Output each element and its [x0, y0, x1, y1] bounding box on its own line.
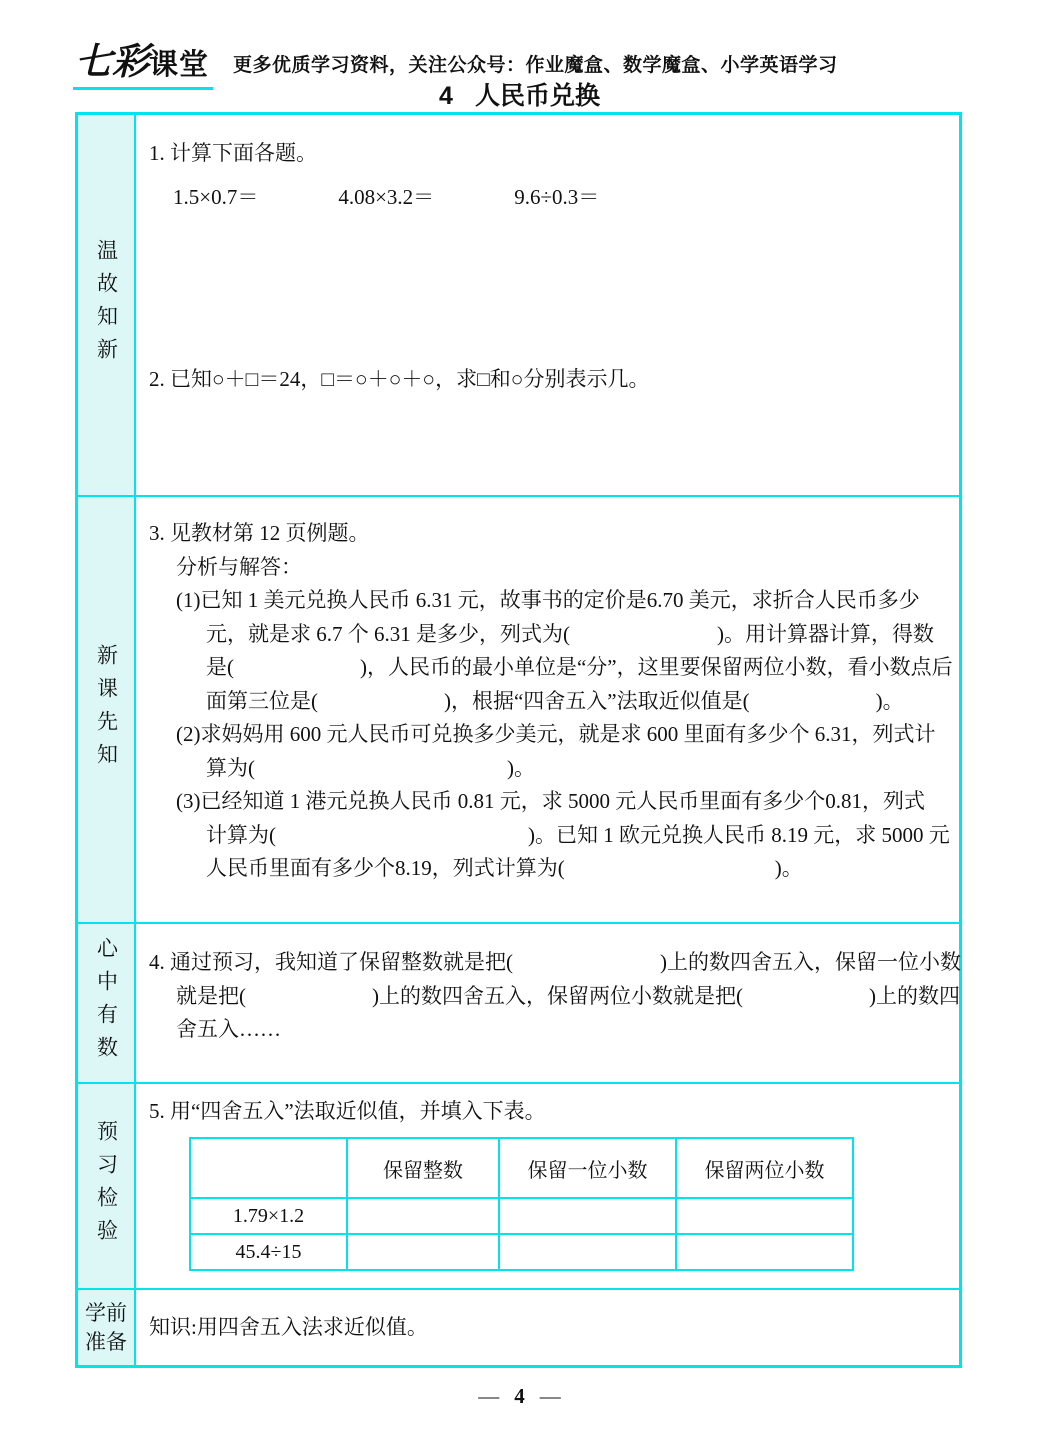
section-prep [78, 1288, 959, 1365]
section-confidence-sidebar [78, 924, 136, 1082]
section-confidence-label: 心中有数 [94, 937, 119, 1069]
question-3-line: (2)求妈妈用 600 元人民币可兑换多少美元，就是求 600 里面有多少个 6.31，列式计 [176, 722, 936, 746]
question-3-line: 计算为( )。已知 1 欧元兑换人民币 8.19 元，求 5000 元 [206, 822, 950, 847]
section-prep-label [85, 1299, 127, 1357]
section-prep-content [136, 1290, 959, 1365]
question-3-line: 是( )，人民币的最小单位是“分”，这里要保留两位小数，看小数点后 [206, 655, 953, 679]
section-prep-sidebar [78, 1290, 136, 1365]
table-expression-cell: 1.79×1.2 [190, 1198, 347, 1234]
question-3-line: 人民币里面有多少个8.19，列式计算为( )。 [206, 856, 803, 880]
section-review-label: 温故知新 [94, 239, 119, 371]
question-3-line: (3)已经知道 1 港元兑换人民币 0.81 元，求 5000 元人民币里面有多少个0.81，列式 [176, 789, 925, 813]
section-new-lesson-sidebar [78, 497, 136, 922]
table-answer-cell [347, 1234, 499, 1270]
page-footer [0, 1384, 1039, 1409]
formula-1: 1.5×0.7＝ [173, 185, 259, 209]
question-3-line: 元，就是求 6.7 个 6.31 是多少，列式为( )。用计算器计算，得数 [206, 621, 934, 646]
section-check-content [136, 1084, 959, 1288]
table-header-cell: 保留整数 [347, 1138, 499, 1198]
worksheet-grid [75, 112, 962, 1368]
table-row [190, 1234, 853, 1270]
table-row [190, 1198, 853, 1234]
formula-3: 9.6÷0.3＝ [514, 185, 600, 209]
page-number: 4 [514, 1384, 525, 1408]
section-prep-label-line: 学前 [85, 1300, 127, 1325]
question-4-line: 就是把( )上的数四舍五入，保留两位小数就是把( )上的数四 [176, 983, 960, 1008]
section-new-lesson-label: 新课先知 [94, 643, 119, 776]
question-5: 5. 用“四舍五入”法取近似值，并填入下表。 [149, 1099, 546, 1123]
lesson-title-text: 人民币兑换 [474, 82, 600, 110]
question-1: 1. 计算下面各题。 [149, 141, 317, 165]
table-answer-cell [676, 1234, 853, 1270]
section-check-label: 预习检验 [94, 1120, 119, 1252]
question-3-line: 分析与解答： [176, 554, 302, 579]
section-review-content [136, 115, 959, 495]
footer-dash: — [478, 1384, 500, 1408]
question-2: 2. 已知○＋□＝24，□＝○＋○＋○，求□和○分别表示几。 [149, 367, 650, 391]
section-review [78, 115, 959, 495]
section-confidence-content [136, 924, 961, 1082]
table-answer-cell [676, 1198, 853, 1234]
question-3-line: 算为( )。 [206, 755, 535, 780]
brand-logo-bold-text: 课堂 [149, 49, 210, 81]
table-answer-cell [499, 1198, 676, 1234]
question-3-line: 面第三位是( )，根据“四舍五入”法取近似值是( )。 [206, 688, 904, 713]
section-new-lesson-content [136, 497, 959, 922]
table-expression-cell: 45.4÷15 [190, 1234, 347, 1270]
brand-logo-script-text: 七彩 [75, 42, 149, 83]
question-3-line: 3. 见教材第 12 页例题。 [149, 521, 370, 545]
section-check-sidebar [78, 1084, 136, 1288]
table-answer-cell [347, 1198, 499, 1234]
lesson-number: 4 [439, 82, 453, 110]
lesson-title [0, 76, 1039, 112]
table-answer-cell [499, 1234, 676, 1270]
table-header-cell: 保留两位小数 [676, 1138, 853, 1198]
rounding-table-header-row [190, 1138, 853, 1198]
question-4-line: 舍五入…… [176, 1017, 281, 1041]
footer-dash: — [539, 1384, 561, 1408]
section-confidence [78, 922, 959, 1082]
section-review-sidebar [78, 115, 136, 495]
rounding-table [189, 1137, 854, 1271]
section-prep-label-line: 准备 [85, 1329, 127, 1354]
question-3-line: (1)已知 1 美元兑换人民币 6.31 元，故事书的定价是6.70 美元，求折合人民币多少 [176, 588, 920, 612]
table-header-cell: 保留一位小数 [499, 1138, 676, 1198]
table-header-cell [190, 1138, 347, 1198]
question-1-formulas [149, 181, 959, 211]
formula-2: 4.08×3.2＝ [338, 185, 435, 209]
question-4-line: 4. 通过预习，我知道了保留整数就是把( )上的数四舍五入，保留一位小数 [149, 950, 961, 974]
section-check [78, 1082, 959, 1288]
section-new-lesson [78, 495, 959, 922]
promo-banner-text: 更多优质学习资料，关注公众号：作业魔盒、数学魔盒、小学英语学习 [233, 55, 838, 76]
prep-knowledge-text: 知识:用四舍五入法求近似值。 [149, 1314, 428, 1339]
